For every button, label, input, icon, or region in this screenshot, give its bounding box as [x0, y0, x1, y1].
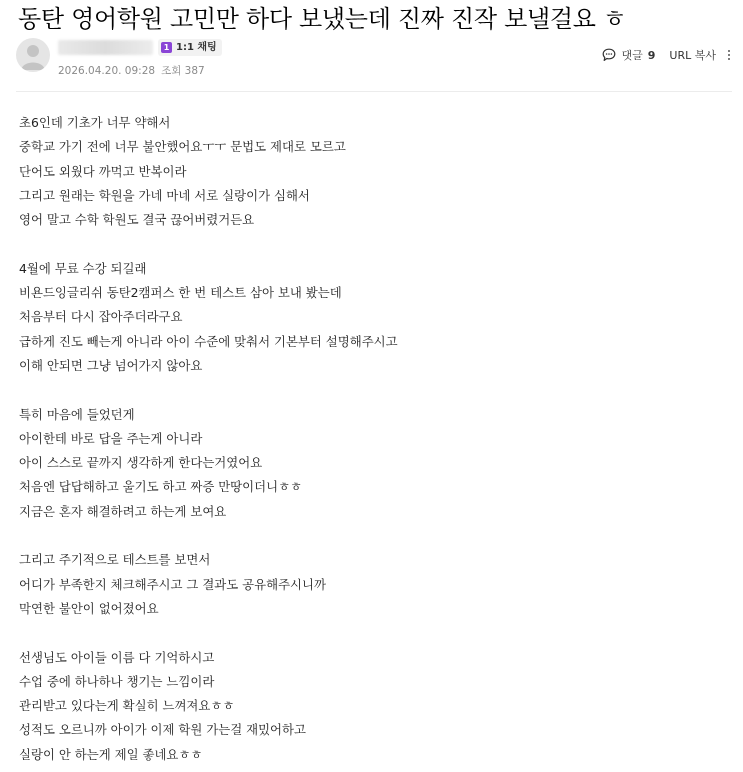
- blank-line: [19, 232, 729, 256]
- body-line: 지금은 혼자 해결하려고 하는게 보여요: [19, 503, 227, 519]
- view-count: 조회 387: [161, 65, 205, 77]
- body-line: 실랑이 안 하는게 제일 좋네요ㅎㅎ: [19, 746, 203, 762]
- body-line: 중학교 가기 전에 너무 불안했어요ㅜㅜ 문법도 제대로 모르고: [19, 139, 346, 155]
- body-line: 급하게 진도 빼는게 아니라 아이 수준에 맞춰서 기본부터 설명해주시고: [19, 333, 398, 349]
- header-divider: [16, 91, 732, 92]
- body-line: 영어 말고 수학 학원도 결국 끊어버렸거든요: [19, 212, 255, 228]
- body-line: 특히 마음에 들었던게: [19, 406, 135, 422]
- post-meta: [16, 38, 732, 80]
- vertical-dots-icon: [728, 58, 730, 60]
- body-line: 어디가 부족한지 체크해주시고 그 결과도 공유해주시니까: [19, 576, 326, 592]
- author-nickname-blurred[interactable]: [58, 40, 153, 55]
- speech-bubble-icon: [602, 48, 616, 62]
- chat-badge-icon: 1: [161, 42, 172, 53]
- body-line: 단어도 외웠다 까먹고 반복이라: [19, 163, 187, 179]
- blank-line: [19, 621, 729, 645]
- post-date: 2026.04.20. 09:28: [58, 65, 156, 77]
- avatar[interactable]: [16, 38, 50, 72]
- body-line: 아이한테 바로 답을 주는게 아니라: [19, 430, 203, 446]
- comment-label: 댓글: [621, 49, 643, 62]
- body-line: 수업 중에 하나하나 챙기는 느낌이라: [19, 673, 215, 689]
- comment-count: 9: [647, 48, 656, 62]
- body-line: 그리고 주기적으로 테스트를 보면서: [19, 552, 211, 568]
- body-line: 그리고 원래는 학원을 가네 마네 서로 실랑이가 심해서: [19, 187, 310, 203]
- comment-button[interactable]: [602, 47, 656, 63]
- post-body: [19, 111, 729, 767]
- blank-line: [19, 378, 729, 402]
- url-copy-button[interactable]: URL 복사: [669, 49, 716, 62]
- body-line: 4월에 무료 수강 되길래: [19, 260, 147, 276]
- chat-badge-label: 1:1 채팅: [176, 42, 217, 53]
- default-profile-icon: [16, 38, 50, 72]
- body-line: 선생님도 아이들 이름 다 기억하시고: [19, 649, 215, 665]
- body-line: 아이 스스로 끝까지 생각하게 한다는거였어요: [19, 455, 263, 471]
- body-line: 관리받고 있다는게 확실히 느껴져요ㅎㅎ: [19, 698, 235, 714]
- more-options-button[interactable]: [726, 50, 732, 60]
- post-title: 동탄 영어학원 고민만 하다 보냈는데 진짜 진작 보낼걸요 ㅎ: [18, 5, 626, 33]
- body-line: 처음부터 다시 잡아주더라구요: [19, 309, 183, 325]
- vertical-dots-icon: [728, 54, 730, 56]
- post-actions: [602, 47, 733, 63]
- blank-line: [19, 524, 729, 548]
- body-line: 초6인데 기초가 너무 약해서: [19, 115, 171, 130]
- body-line: 비욘드잉글리쉬 동탄2캠퍼스 한 번 테스트 삼아 보내 봤는데: [19, 285, 342, 301]
- post-info: [58, 63, 205, 78]
- body-line: 처음엔 답답해하고 울기도 하고 짜증 만땅이더니ㅎㅎ: [19, 479, 303, 495]
- body-line: 이해 안되면 그냥 넘어가지 않아요: [19, 357, 203, 373]
- body-line: 막연한 불안이 없어졌어요: [19, 600, 159, 616]
- vertical-dots-icon: [728, 50, 730, 52]
- body-line: 성적도 오르니까 아이가 이제 학원 가는걸 재밌어하고: [19, 722, 306, 738]
- chat-badge-button[interactable]: [158, 39, 222, 56]
